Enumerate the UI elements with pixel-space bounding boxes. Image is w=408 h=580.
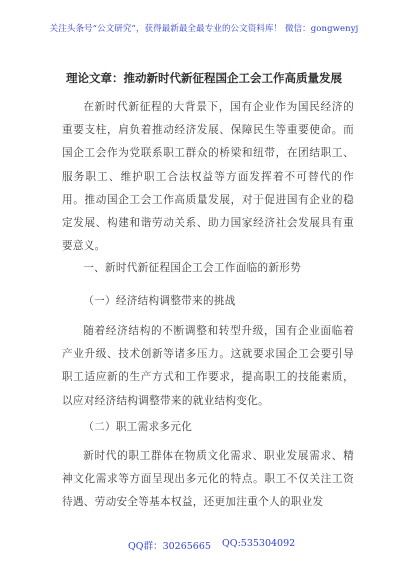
- qq-number-text: QQ:535304092: [222, 538, 296, 549]
- paragraph-worker-needs: 新时代的职工群体在物质文化需求、职业发展需求、精神文化需求等方面呈现出多元化的特点。职工不仅关注工资待遇、劳动安全等基本权益，还更加注重个人的职业发: [62, 450, 354, 509]
- subheading-1: （一）经济结构调整带来的挑战: [83, 295, 236, 307]
- paragraph-economic-structure: 随着经济结构的不断调整和转型升级，国有企业面临着产业升级、技术创新等诸多压力。这就要求国企工会要引导职工适应新的生产方式和工作要求，提高职工的技能素质，以应对经济结构调整带来的就业结构变化。: [62, 325, 354, 407]
- section-heading-1: 一、新时代新征程国企工会工作面临的新形势: [83, 262, 302, 274]
- qq-group-text: QQ群：30265665: [128, 541, 211, 552]
- document-title: 理论文章：推动新时代新征程国企工会工作高质量发展: [66, 71, 342, 85]
- header-banner: 关注头条号“公文研究”，获得最新最全最专业的公文资料库！ 微信：gongwenyj: [49, 24, 359, 34]
- intro-paragraph: 在新时代新征程的大背景下，国有企业作为国民经济的重要支柱，肩负着推动经济发展、保障民生等重要使命。而国企工会作为党联系职工群众的桥梁和纽带，在团结职工、服务职工、维护职工合法权益等方面发挥着不可替代的作用。推动国企工会工作高质量发展，对于促进国有企业的稳定发展、构建和谐劳动关系、助力国家经济社会发展具有重要意义。: [62, 101, 354, 253]
- subheading-2: （二）职工需求多元化: [83, 421, 193, 433]
